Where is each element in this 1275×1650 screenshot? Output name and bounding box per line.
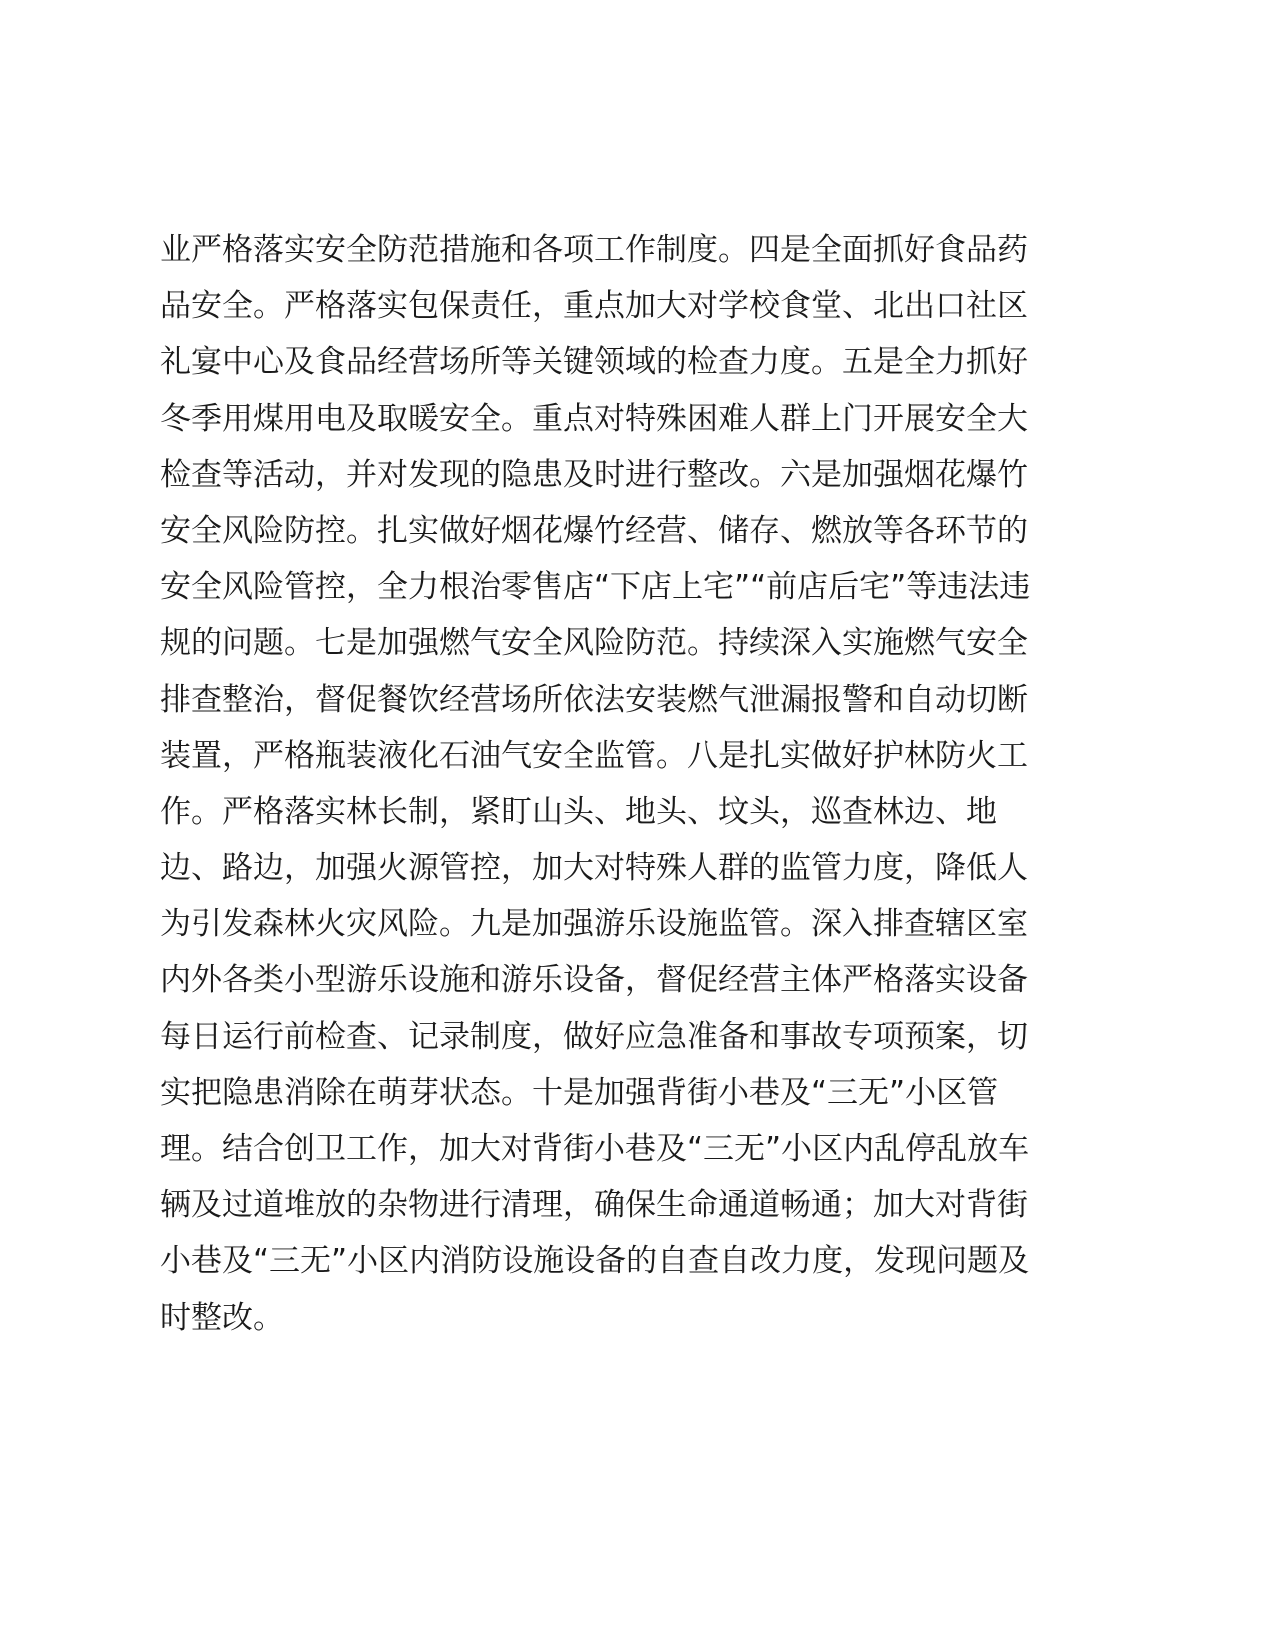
text-line: 边、路边，加强火源管控，加大对特殊人群的监管力度，降低人 [160,850,1028,887]
text-line: 辆及过道堆放的杂物进行清理，确保生命通道畅通；加大对背街 [160,1187,1028,1224]
text-line: 内外各类小型游乐设施和游乐设备，督促经营主体严格落实设备 [160,962,1028,999]
text-line: 冬季用煤用电及取暖安全。重点对特殊困难人群上门开展安全大 [160,400,1028,437]
text-line: 理。结合创卫工作，加大对背街小巷及“三无”小区内乱停乱放车 [160,1131,1030,1167]
body-paragraph [160,222,1060,1346]
text-line: 礼宴中心及食品经营场所等关键领域的检查力度。五是全力抓好 [160,344,1028,381]
text-line: 小巷及“三无”小区内消防设施设备的自查自改力度，发现问题及 [160,1243,1030,1280]
text-line: 作。严格落实林长制，紧盯山头、地头、坟头，巡查林边、地 [160,793,997,830]
text-line: 为引发森林火灾风险。九是加强游乐设施监管。深入排查辖区室 [160,906,1028,943]
text-line: 装置，严格瓶装液化石油气安全监管。八是扎实做好护林防火工 [160,737,1028,774]
text-line: 安全风险管控，全力根治零售店“下店上宅”“前店后宅”等违法违 [160,569,1031,606]
text-line: 排查整治，督促餐饮经营场所依法安装燃气泄漏报警和自动切断 [160,681,1028,718]
text-line: 安全风险防控。扎实做好烟花爆竹经营、储存、燃放等各环节的 [160,512,1028,549]
text-line: 实把隐患消除在萌芽状态。十是加强背街小巷及“三无”小区管 [160,1074,999,1111]
text-line: 检查等活动，并对发现的隐患及时进行整改。六是加强烟花爆竹 [160,456,1028,493]
text-line: 品安全。严格落实包保责任，重点加大对学校食堂、北出口社区 [160,288,1028,325]
text-line: 时整改。 [160,1299,284,1336]
text-line: 每日运行前检查、记录制度，做好应急准备和事故专项预案，切 [160,1018,1028,1055]
text-line: 规的问题。七是加强燃气安全风险防范。持续深入实施燃气安全 [160,625,1028,662]
text-line: 业严格落实安全防范措施和各项工作制度。四是全面抓好食品药 [160,232,1028,268]
